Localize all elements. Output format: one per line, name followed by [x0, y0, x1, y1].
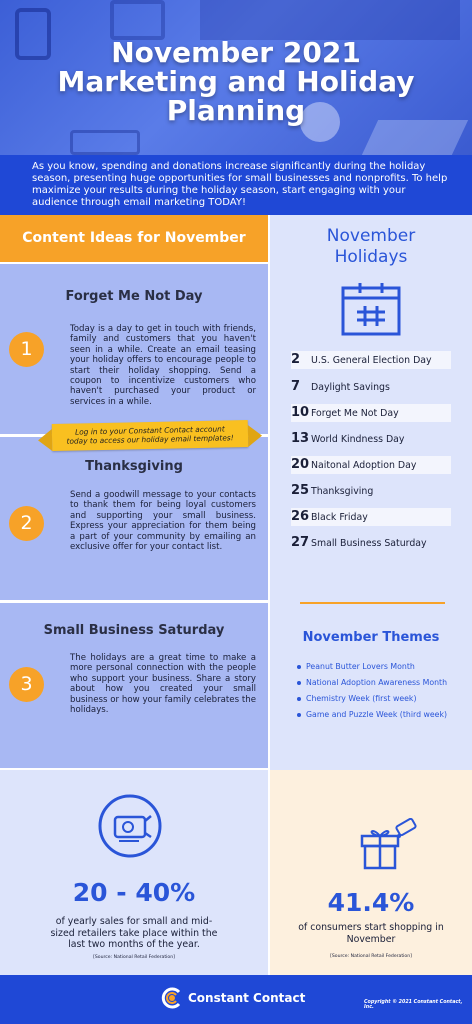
title-line-1: November 2021	[111, 36, 361, 69]
holiday-item	[291, 404, 451, 422]
theme-item: National Adoption Awareness Month	[306, 678, 448, 687]
holiday-item	[291, 456, 451, 474]
stat-panel-sales	[0, 770, 268, 975]
section-text: The holidays are a great time to make a more personal connection with the people who support your business. Share a story about how you created your small business or how your family celebrates the holidays.	[70, 653, 256, 716]
theme-item: Peanut Butter Lovers Month	[306, 662, 415, 671]
hero-decoration	[200, 0, 460, 40]
section-title: Thanksgiving	[85, 459, 183, 474]
section-number-badge: 1	[9, 332, 44, 367]
holiday-name: Forget Me Not Day	[311, 408, 399, 419]
holiday-item	[291, 430, 404, 448]
intro-text: As you know, spending and donations increase significantly during the holiday season, presenting huge opportunities for small businesses and nonprofits. To help maximize your results during the holiday season, start engaging with your audience through email marketing TODAY!	[0, 155, 472, 215]
holiday-day: 26	[291, 509, 310, 524]
holiday-day: 10	[291, 405, 310, 420]
content-section-3	[0, 603, 268, 768]
section-text: Send a goodwill message to your contacts to thank them for being loyal customers and supporting your small business. Express your appreciation for them being a part of your community by emailing an exclusive offer for your contact list.	[70, 490, 256, 553]
holidays-title	[270, 226, 472, 268]
holiday-day: 20	[291, 457, 310, 472]
stat-source: [Source: National Retail Federation]	[330, 954, 412, 959]
section-number-badge: 2	[9, 506, 44, 541]
holiday-name: Thanksgiving	[311, 486, 374, 497]
holiday-name: Small Business Saturday	[311, 538, 427, 549]
banner-line-2: today to access our holiday email templates!	[66, 433, 234, 446]
stat-value: 20 - 40%	[72, 878, 196, 907]
templates-banner[interactable]	[52, 420, 249, 451]
holiday-day: 27	[291, 535, 310, 550]
holiday-day: 25	[291, 483, 310, 498]
title-line-3: Planning	[166, 94, 306, 127]
copyright: Copyright © 2021 Constant Contact, Inc.	[364, 1000, 463, 1010]
holiday-name: Daylight Savings	[311, 382, 390, 393]
stat-text: of yearly sales for small and mid-sized retailers take place within the last two months of the year.	[50, 916, 218, 950]
holidays-title-line-1: November	[326, 226, 416, 246]
brand-name[interactable]: Constant Contact	[188, 991, 306, 1005]
divider	[300, 602, 445, 604]
content-section-1	[0, 264, 268, 434]
content-ideas-header: Content Ideas for November	[0, 215, 268, 262]
content-section-2	[0, 437, 268, 600]
holidays-title-line-2: Holidays	[334, 247, 408, 267]
holiday-day: 2	[291, 352, 301, 367]
section-number-badge: 3	[9, 667, 44, 702]
keyboard-decoration	[362, 120, 468, 155]
wallet-money-icon	[97, 793, 163, 859]
stat-value: 41.4%	[327, 888, 415, 917]
holiday-item	[291, 482, 373, 500]
holiday-day: 13	[291, 431, 310, 446]
constant-contact-logo-icon	[160, 986, 184, 1010]
stat-panel-shopping	[270, 770, 472, 975]
banner-line-1: Log in to your Constant Contact account	[75, 424, 225, 437]
themes-title: November Themes	[302, 630, 440, 645]
gift-icon	[359, 818, 419, 872]
theme-item: Chemistry Week (first week)	[306, 694, 417, 703]
holiday-item	[291, 351, 451, 369]
theme-item: Game and Puzzle Week (third week)	[306, 710, 448, 719]
calendar-icon	[340, 281, 402, 337]
holiday-name: U.S. General Election Day	[311, 355, 432, 366]
stat-source: [Source: National Retail Federation]	[93, 955, 175, 960]
holiday-item	[291, 534, 427, 552]
holiday-name: World Kindness Day	[311, 434, 405, 445]
title-line-2: Marketing and Holiday	[57, 65, 415, 98]
glasses-decoration	[70, 130, 140, 155]
section-title: Small Business Saturday	[43, 623, 225, 638]
holiday-name: Naitonal Adoption Day	[311, 460, 417, 471]
holiday-name: Black Friday	[311, 512, 368, 523]
holiday-item	[291, 508, 451, 526]
section-text: Today is a day to get in touch with friends, family and customers that you haven't seen in a while. Create an email teasing your holiday offers to encourage people to start their holiday shopping. Send a coupon to incentivize customers who haven't purchased your product or services in a while.	[70, 324, 256, 407]
stat-text: of consumers start shopping in November	[298, 922, 444, 945]
laptop-decoration	[110, 0, 165, 40]
page-title	[0, 38, 472, 125]
section-title: Forget Me Not Day	[65, 289, 203, 304]
holiday-item	[291, 378, 390, 396]
holiday-day: 7	[291, 379, 301, 394]
